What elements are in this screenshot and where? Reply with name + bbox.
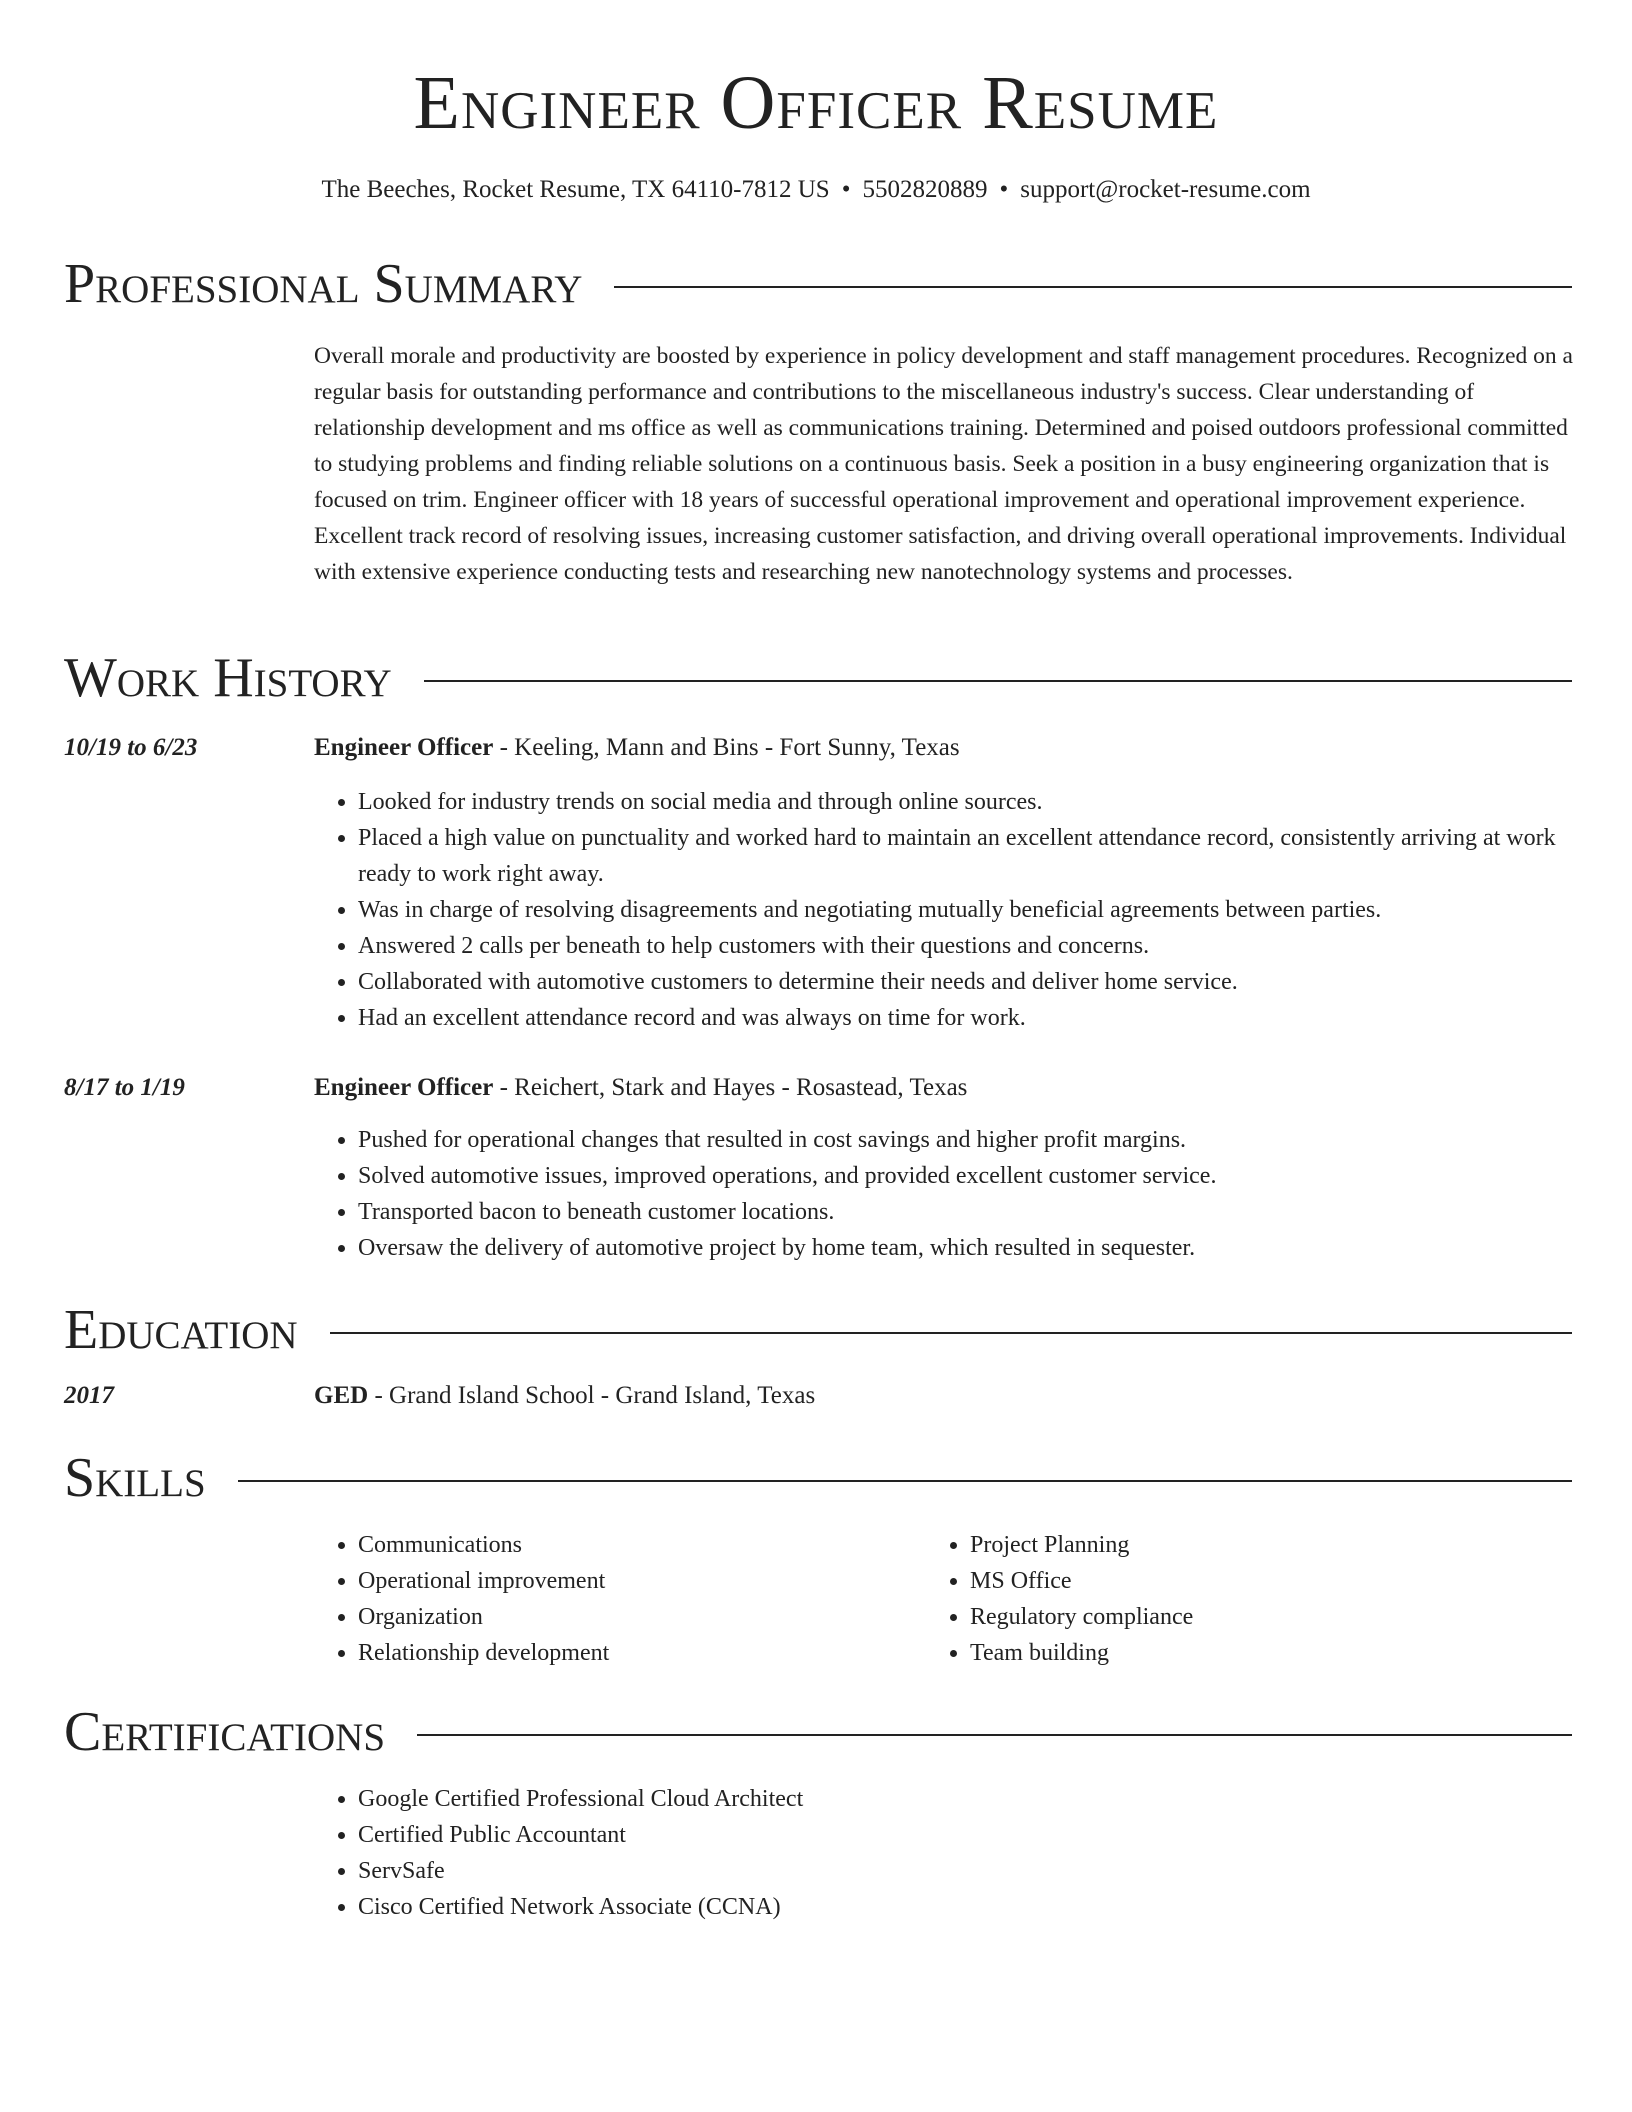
job-dates: 8/17 to 1/19 [64,1074,185,1101]
list-item: • Looked for industry trends on social media and through online sources. [358,784,1574,820]
section-rule [417,1734,1572,1736]
section-title: Certifications [64,1701,386,1763]
job-bullets [314,784,1574,1036]
list-item: • Was in charge of resolving disagreements and negotiating mutually beneficial agreements between parties. [358,892,1574,928]
separator: • [841,176,851,203]
section-certifications-heading [64,1699,1572,1765]
list-item: • Placed a high value on punctuality and worked hard to maintain an excellent attendance record, consistently arriving at work ready to work right away. [358,820,1574,892]
summary-text: Overall morale and productivity are boosted by experience in policy development and staff management procedures. Recognized on a regular basis for outstanding performance and contributions to the miscellaneous industry's success. Clear understanding of relationship development and ms office as well as communications training. Determined and poised outdoors professional committed to studying problems and finding reliable solutions on a continuous basis. Seek a position in a busy engineering organization that is focused on trim. Engineer officer with 18 years of successful operational improvement and operational improvement experience. Excellent track record of resolving issues, increasing customer satisfaction, and driving overall operational improvements. Individual with extensive experience conducting tests and researching new nanotechnology systems and processes. [314,343,1573,585]
list-item: • Solved automotive issues, improved operations, and provided excellent customer service. [358,1158,1574,1194]
education-details: - Grand Island School - Grand Island, Texas [368,1382,816,1409]
list-item: • MS Office [970,1563,1530,1599]
section-summary-heading [64,251,1572,317]
skills-list-left [314,1527,918,1671]
phone: 5502820889 [862,176,988,203]
list-item: • Cisco Certified Network Associate (CCNA) [358,1889,1574,1925]
education-entry [314,1378,1574,1414]
list-item: • Pushed for operational changes that resulted in cost savings and higher profit margins. [358,1122,1574,1158]
list-item: • Transported bacon to beneath customer locations. [358,1194,1574,1230]
job-title: Engineer Officer [314,1074,494,1101]
section-rule [614,286,1572,288]
list-item: • Regulatory compliance [970,1599,1530,1635]
job-details: - Reichert, Stark and Hayes - Rosastead, Texas [493,1074,968,1101]
section-skills-heading [64,1445,1572,1511]
job-bullets [314,1122,1574,1266]
section-education-heading [64,1297,1572,1363]
job-dates: 10/19 to 6/23 [64,734,198,761]
list-item: • Relationship development [358,1635,918,1671]
job-heading [314,1070,1574,1106]
list-item: • Operational improvement [358,1563,918,1599]
list-item: • Project Planning [970,1527,1530,1563]
section-title: Professional Summary [64,253,583,315]
address: The Beeches, Rocket Resume, TX 64110-7812 US [321,176,830,203]
section-work-heading [64,645,1572,711]
section-title: Education [64,1299,298,1361]
separator: • [999,176,1009,203]
list-item: • Had an excellent attendance record and was always on time for work. [358,1000,1574,1036]
section-rule [424,680,1572,682]
resume-title: Engineer Officer Resume [413,61,1219,145]
job-heading [314,730,1574,766]
list-item: • Google Certified Professional Cloud Architect [358,1781,1574,1817]
list-item: • Answered 2 calls per beneath to help customers with their questions and concerns. [358,928,1574,964]
certifications-list [314,1781,1574,1925]
section-rule [330,1332,1572,1334]
section-title: Skills [64,1447,206,1509]
skills-list-right [926,1527,1530,1671]
contact-line [0,172,1632,208]
list-item: • Certified Public Accountant [358,1817,1574,1853]
list-item: • Communications [358,1527,918,1563]
list-item: • ServSafe [358,1853,1574,1889]
email: support@rocket-resume.com [1020,176,1311,203]
list-item: • Collaborated with automotive customers to determine their needs and deliver home service. [358,964,1574,1000]
section-rule [238,1480,1572,1482]
section-title: Work History [64,647,392,709]
education-year: 2017 [64,1382,114,1409]
list-item: • Oversaw the delivery of automotive project by home team, which resulted in sequester. [358,1230,1574,1266]
degree: GED [314,1382,369,1409]
job-title: Engineer Officer [314,734,494,761]
list-item: • Team building [970,1635,1530,1671]
list-item: • Organization [358,1599,918,1635]
job-details: - Keeling, Mann and Bins - Fort Sunny, Texas [493,734,960,761]
